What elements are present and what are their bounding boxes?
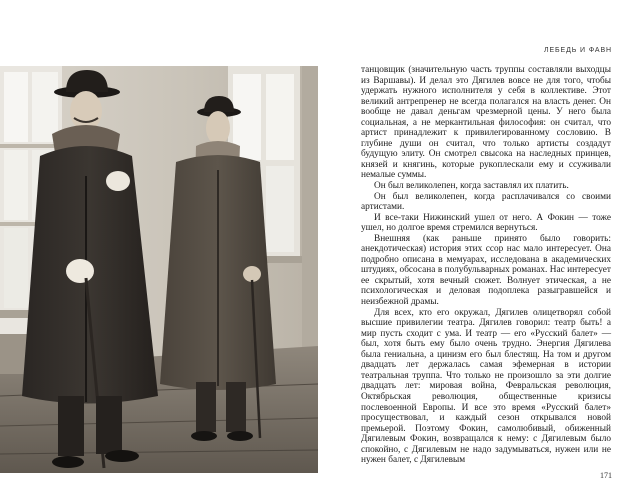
- paragraph: Он был великолепен, когда заставлял их платить.: [374, 181, 569, 192]
- paragraph: Он был великолепен, когда расплачивался со своими артистами.: [361, 191, 611, 213]
- paragraph: Для всех, кто его окружал, Дягилев олицетворял собой высшие привилегии театра. Дягилев говорил: театр быть! а мир пусть сходит с ума. И театр — его «Русский балет» — был, хотя быть ему было очень трудно. Энергия Дягилева была гениальна, а цинизм его был блестящ. На том и другом двадцать лет держалась самая эфемерная в истории театральная труппа. Что только не произошло за эти долгие двадцать лет: мировая война, Февральская революция, Октябрьская революция, общественные кризисы послевоенной Европы. И все это время «Русский балет» просуществовал, и каждый сезон открывался новой премьерой. Поэтому Фокин, самолюбивый, обиженный Дягилевым Фокин, возвращался к нему: с Дягилевым было спокойно, с Дягилевым не надо задумываться, нужен или не нужен балет, с Дягилевым: [361, 307, 611, 466]
- paragraph: Внешняя (как раньше принято было говорить: анекдотическая) история этих ссор нас мало интересует. Она подробно описана в мемуарах, исследована в академических штудиях, обсосана в полубульварных романах. Нас интересует ее скрытый, хотя вечный сюжет. Волнует этическая, а не психологическая и деловая подоплека разыгравшейся и неизбежной драмы.: [361, 233, 611, 308]
- running-head: ЛЕБЕДЬ И ФАВН: [543, 47, 612, 54]
- page-number: 171: [600, 471, 612, 480]
- photo-illustration: [0, 66, 318, 473]
- photograph: [0, 66, 318, 473]
- body-text: [361, 65, 611, 466]
- paragraph: танцовщик (значительную часть труппы составляли выходцы из Варшавы). И делал это Дягилев вовсе не для того, чтобы удержать нужного исполнителя у себя в коллективе. Этот великий антрепренер не всегда полагался на власть денег. Он вообще не давал деньгам чрезмерной цены. У него была социальная, а не меркантильная философия: он считал, что артист принадлежит к привилегированному сословию. В глубине души он считал, что только артисты создадут будущую элиту. Он смотрел свысока на наследных принцев, князей и княгинь, которые рукоплескали ему и ссуживали немалые суммы.: [361, 65, 611, 181]
- paragraph: И все-таки Нижинский ушел от него. А Фокин — тоже ушел, но долгое время стремился вернуться.: [361, 212, 611, 234]
